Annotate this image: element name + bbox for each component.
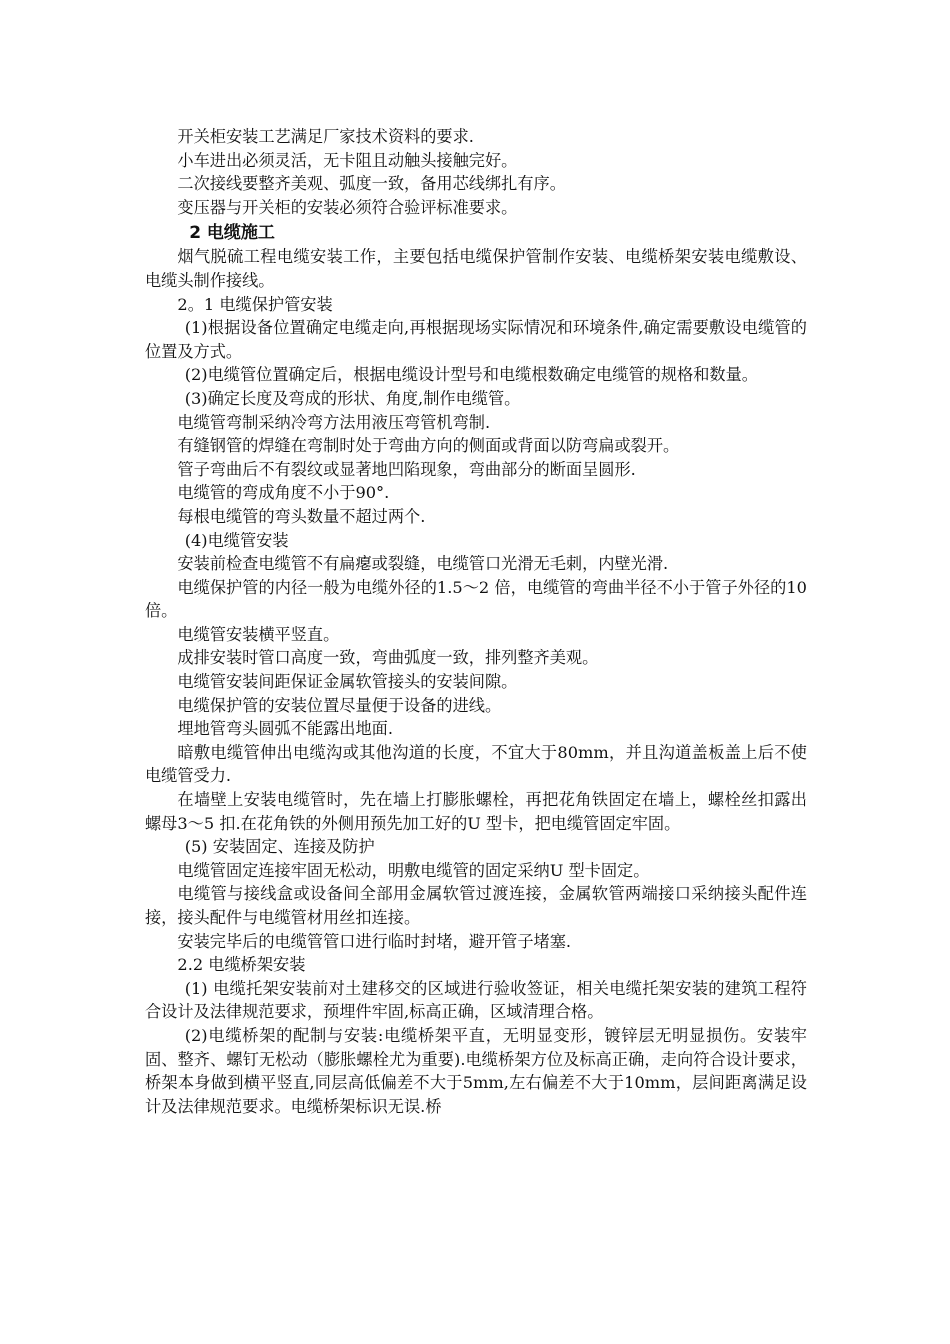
- subsection-heading: 2.2 电缆桥架安装: [177, 955, 306, 975]
- paragraph: (2)电缆桥架的配制与安装:电缆桥架平直，无明显变形，镀锌层无明显损伤。安装牢固、整齐、螺钉无松动（膨胀螺栓尤为重要).电缆桥架方位及标高正确，走向符合设计要求，桥架本身做到横平竖直,同层高低偏差不大于5mm,左右偏差不大于10mm，层间距离满足设计及法律规范要求。电缆桥架标识无误.桥: [145, 1025, 807, 1116]
- paragraph: 管子弯曲后不有裂纹或显著地凹陷现象，弯曲部分的断面呈圆形.: [177, 459, 636, 479]
- paragraph: 埋地管弯头圆弧不能露出地面.: [177, 719, 393, 739]
- paragraph: 电缆管固定连接牢固无松动，明敷电缆管的固定采纳U 型卡固定。: [177, 860, 650, 880]
- paragraph: 安装完毕后的电缆管管口进行临时封堵，避开管子堵塞.: [177, 931, 572, 951]
- paragraph: 电缆管的弯成角度不小于90°.: [177, 483, 390, 503]
- paragraph: 安装前检查电缆管不有扁瘪或裂缝，电缆管口光滑无毛刺，内壁光滑.: [177, 554, 669, 574]
- section-heading: 2 电缆施工: [189, 223, 275, 244]
- paragraph: 电缆保护管的安装位置尽量便于设备的进线。: [177, 695, 502, 715]
- paragraph: (1) 电缆托架安装前对土建移交的区域进行验收签证，相关电缆托架安装的建筑工程符合设计及法律规范要求，预埋件牢固,标高正确，区域清理合格。: [145, 978, 807, 1022]
- paragraph: 有缝钢管的焊缝在弯制时处于弯曲方向的侧面或背面以防弯扁或裂开。: [177, 436, 680, 456]
- subsection-heading: 2。1 电缆保护管安装: [177, 294, 333, 314]
- paragraph: (2)电缆管位置确定后，根据电缆设计型号和电缆根数确定电缆管的规格和数量。: [184, 365, 758, 385]
- paragraph: 暗敷电缆管伸出电缆沟或其他沟道的长度，不宜大于80mm，并且沟道盖板盖上后不使电缆管受力.: [145, 742, 807, 786]
- paragraph: 电缆管与接线盒或设备间全部用金属软管过渡连接，金属软管两端接口采纳接头配件连接，接头配件与电缆管材用丝扣连接。: [145, 884, 807, 927]
- paragraph: 电缆管安装间距保证金属软管接头的安装间隙。: [177, 672, 518, 692]
- paragraph: 变压器与开关柜的安装必须符合验评标准要求。: [177, 197, 518, 217]
- document-body: [145, 125, 807, 1118]
- paragraph: (1)根据设备位置确定电缆走向,再根据现场实际情况和环境条件,确定需要敷设电缆管的位置及方式。: [145, 318, 807, 361]
- paragraph: (3)确定长度及弯成的形状、角度,制作电缆管。: [184, 388, 521, 408]
- paragraph: 每根电缆管的弯头数量不超过两个.: [177, 506, 426, 526]
- paragraph: 电缆保护管的内径一般为电缆外径的1.5～2 倍，电缆管的弯曲半径不小于管子外径的10 倍。: [145, 577, 807, 621]
- paragraph: 开关柜安装工艺满足厂家技术资料的要求.: [177, 127, 474, 146]
- paragraph: 在墙壁上安装电缆管时，先在墙上打膨胀螺栓，再把花角铁固定在墙上，螺栓丝扣露出螺母3～5 扣.在花角铁的外侧用预先加工好的U 型卡，把电缆管固定牢固。: [145, 790, 807, 833]
- paragraph: (5) 安装固定、连接及防护: [184, 837, 375, 857]
- paragraph: (4)电缆管安装: [184, 530, 289, 550]
- paragraph: 电缆管弯制采纳冷弯方法用液压弯管机弯制.: [177, 412, 491, 432]
- paragraph: 电缆管安装横平竖直。: [177, 624, 340, 644]
- paragraph: 烟气脱硫工程电缆安装工作，主要包括电缆保护管制作安装、电缆桥架安装电缆敷设、电缆头制作接线。: [145, 247, 807, 290]
- paragraph: 成排安装时管口高度一致，弯曲弧度一致，排列整齐美观。: [177, 648, 599, 668]
- paragraph: 二次接线要整齐美观、弧度一致，备用芯线绑扎有序。: [177, 174, 566, 194]
- paragraph: 小车进出必须灵活，无卡阻且动触头接触完好。: [177, 150, 518, 170]
